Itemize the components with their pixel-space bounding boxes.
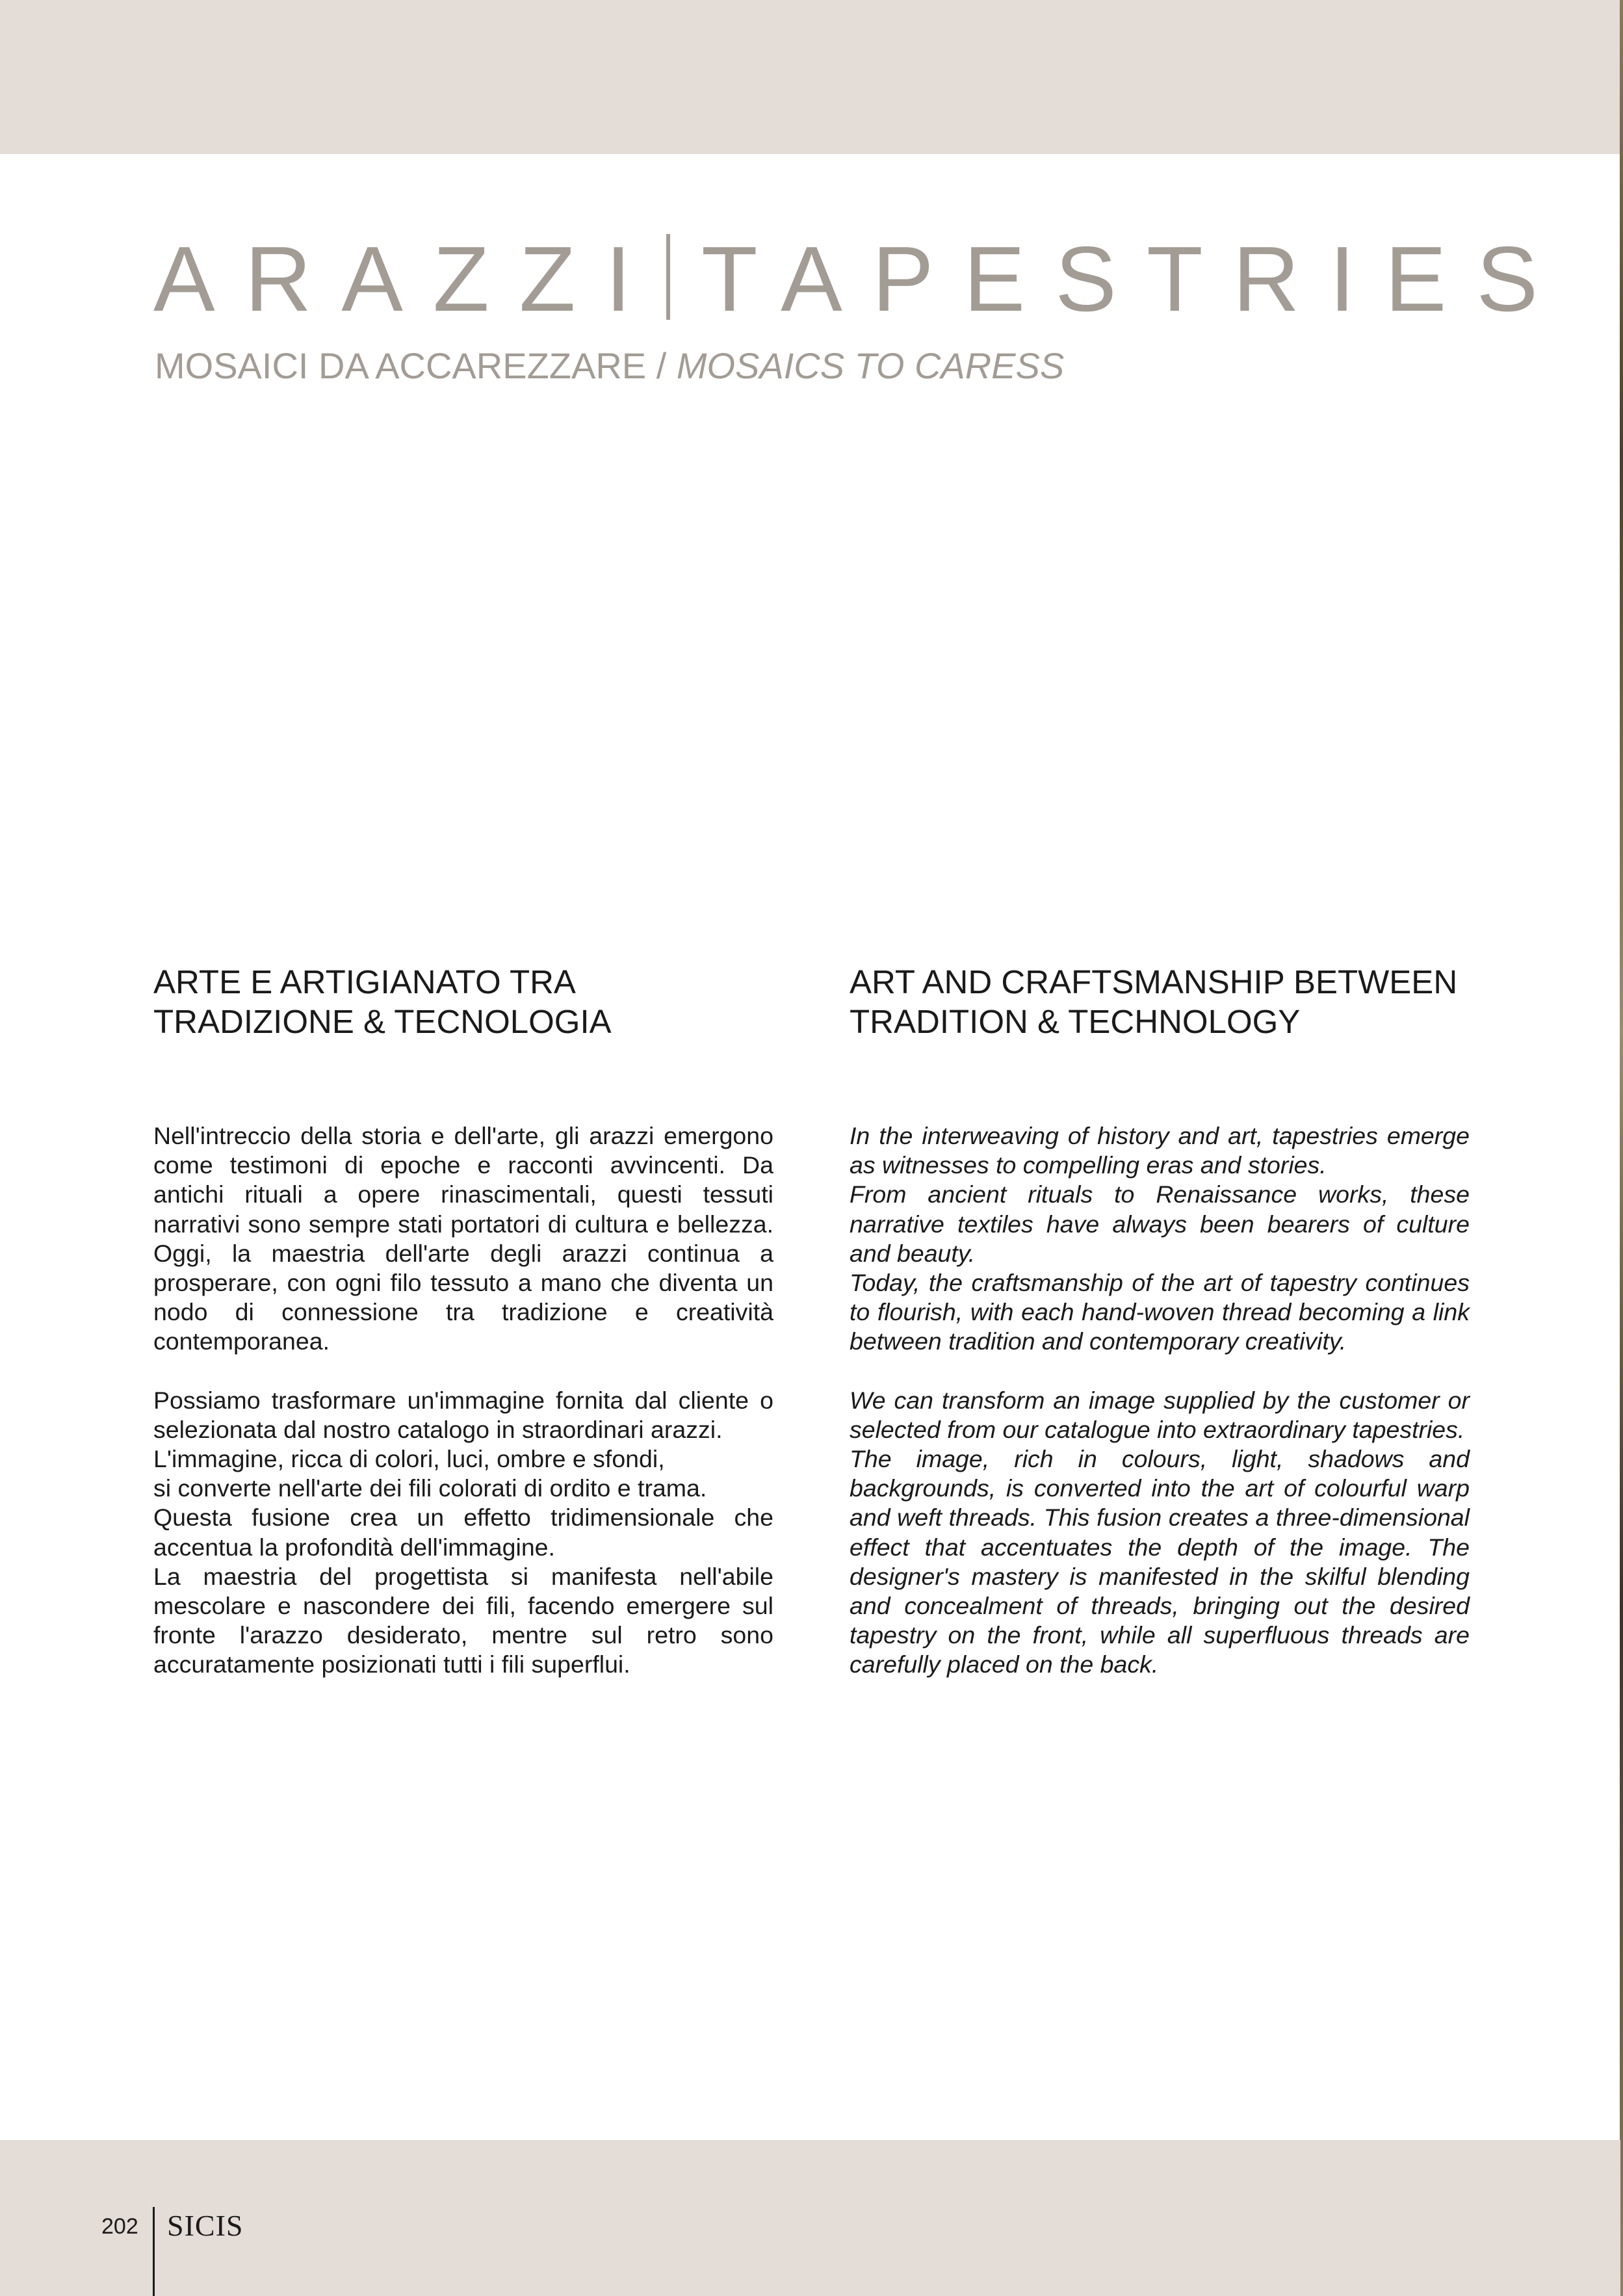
subtitle-english: MOSAICS TO CARESS <box>676 345 1065 386</box>
heading-italian: ARTE E ARTIGIANATO TRA TRADIZIONE & TECNOLOGIA <box>153 963 612 1040</box>
title-english: TAPESTRIES <box>701 228 1568 331</box>
body-italian <box>153 1121 773 1680</box>
paragraph-english-1 <box>850 1121 1470 1357</box>
page-title <box>153 228 1568 332</box>
paragraph-line: La maestria del progettista si manifesta nell'abile mescolare e nascondere dei fili, facendo emergere sul fronte l'arazzo desiderato, mentre sul retro sono accuratamente posizionati tutti i fili superflui. <box>153 1562 773 1678</box>
paragraph-line: si converte nell'arte dei fili colorati di ordito e trama. <box>153 1474 707 1502</box>
paragraph-italian-2 <box>153 1386 773 1680</box>
brand-logo: SICIS <box>167 2209 244 2242</box>
paragraph-line: In the interweaving of history and art, tapestries emerge as witnesses to compelling eras and stories. <box>850 1122 1470 1179</box>
footer-divider <box>153 2207 155 2296</box>
paragraph-line: We can transform an image supplied by the customer or selected from our catalogue into extraordinary tapestries. <box>850 1386 1470 1443</box>
paragraph-line: Possiamo trasformare un'immagine fornita dal cliente o selezionata dal nostro catalogo in straordinari arazzi. <box>153 1386 773 1443</box>
body-english <box>850 1121 1470 1680</box>
title-separator <box>666 234 670 320</box>
title-italian: ARAZZI <box>153 228 661 331</box>
paragraph-line: From ancient rituals to Renaissance works, these narrative textiles have always been bearers of culture and beauty. <box>850 1181 1470 1267</box>
paragraph-line: Questa fusione crea un effetto tridimensionale che accentua la profondità dell'immagine. <box>153 1504 773 1561</box>
page-number: 202 <box>101 2214 138 2239</box>
page-edge-strip <box>1620 0 1623 2296</box>
paragraph-line: L'immagine, ricca di colori, luci, ombre e sfondi, <box>153 1445 665 1473</box>
subtitle-italian: MOSAICI DA ACCAREZZARE / <box>155 345 677 386</box>
top-band <box>0 0 1620 154</box>
paragraph-english-2 <box>850 1386 1470 1680</box>
paragraph-line: Today, the craftsmanship of the art of tapestry continues to flourish, with each hand-woven thread becoming a link between tradition and contemporary creativity. <box>850 1269 1470 1355</box>
paragraph-italian-1: Nell'intreccio della storia e dell'arte, gli arazzi emergono come testimoni di epoche e racconti avvincenti. Da antichi rituali a opere rinascimentali, questi tessuti narrativi sono sempre stati portatori di cultura e bellezza. Oggi, la maestria dell'arte degli arazzi continua a prosperare, con ogni filo tessuto a mano che diventa un nodo di connessione tra tradizione e creatività contemporanea. <box>153 1122 773 1355</box>
heading-english: ART AND CRAFTSMANSHIP BETWEEN TRADITION & TECHNOLOGY <box>850 963 1458 1040</box>
paragraph-line: The image, rich in colours, light, shadows and backgrounds, is converted into the art of colourful warp and weft threads. This fusion creates a three-dimensional effect that accentuates the depth of the image. The designer's mastery is manifested in the skilful blending and concealment of threads, bringing out the desired tapestry on the front, while all superfluous threads are carefully placed on the back. <box>850 1445 1470 1678</box>
page-subtitle <box>155 343 1064 389</box>
